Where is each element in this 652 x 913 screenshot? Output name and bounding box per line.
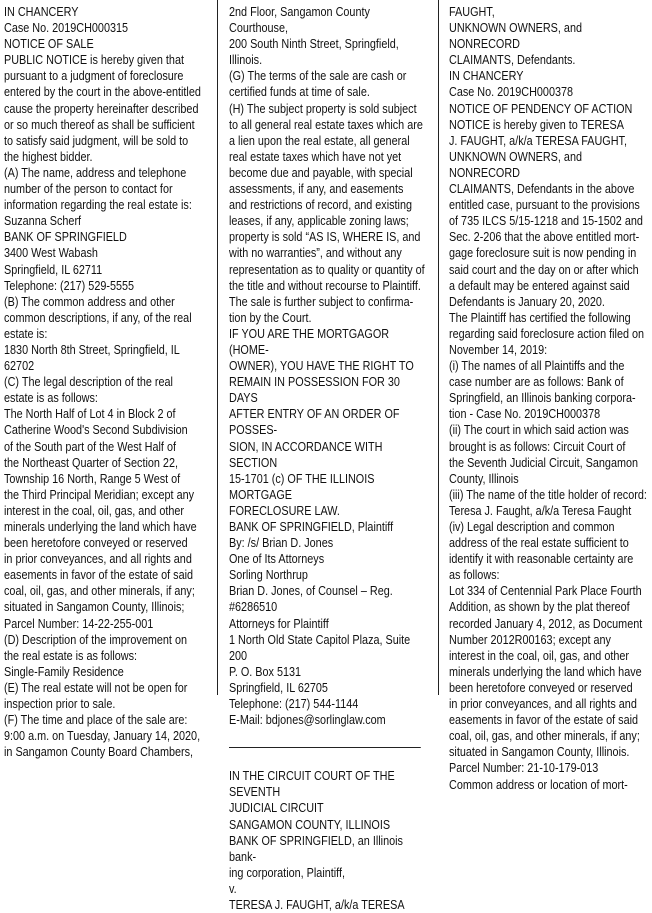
text-line: IN CHANCERY (449, 69, 524, 84)
column-3-notice-of-pendency (449, 4, 652, 792)
text-line: minerals underlying the land which have (4, 520, 197, 534)
column-1-notice-of-sale (4, 4, 204, 760)
text-line: IN CHANCERY (4, 5, 79, 19)
text-line: in Sangamon County Board Chambers, (4, 745, 194, 760)
text-line: Single-Family Residence (4, 664, 124, 679)
text-line: UNKNOWN OWNERS, and NONRECORD (449, 149, 583, 180)
text-line: been heretofore conveyed or reserved (449, 680, 633, 695)
text-line: TERESA J. FAUGHT, a/k/a TERESA (229, 897, 405, 912)
text-line: (iii) The name of the title holder of record: (449, 487, 647, 502)
text-line: the Seventh Judicial Circuit, Sangamon (449, 455, 639, 470)
text-line: Lot 334 of Centennial Park Place Fourth (449, 584, 642, 599)
text-line: property is sold “AS IS, WHERE IS, and (229, 230, 421, 245)
text-line: 9:00 a.m. on Tuesday, January 14, 2020, (4, 729, 201, 744)
text-line: 1 North Old State Capitol Plaza, Suite 200 (229, 632, 411, 663)
text-line: entitled case, pursuant to the provisions (449, 198, 640, 213)
text-line: Teresa J. Faught, a/k/a Teresa Faught (449, 503, 632, 518)
text-line: BANK OF SPRINGFIELD, Plaintiff (229, 520, 394, 534)
text-line: FORECLOSURE LAW. (229, 503, 340, 518)
text-line: in prior conveyances, and all rights and (449, 697, 637, 712)
text-line: CLAIMANTS, Defendants. (449, 53, 576, 68)
text-line: IF YOU ARE THE MORTGAGOR (HOME- (229, 326, 390, 357)
text-line: Illinois. (229, 53, 263, 68)
column-divider-1 (217, 0, 218, 695)
text-line: brought is as follows: Circuit Court of (449, 439, 626, 454)
text-line: Case No. 2019CH000315 (4, 21, 129, 36)
text-line: Telephone: (217) 544-1144 (229, 697, 359, 712)
text-line: By: /s/ Brian D. Jones (229, 536, 334, 551)
text-line: (H) The subject property is sold subject (229, 101, 417, 116)
text-line: interest in the coal, oil, gas, and other (449, 648, 630, 663)
text-line: assessments, if any, and easements (229, 182, 404, 197)
text-line: The North Half of Lot 4 in Block 2 of (4, 407, 176, 422)
text-line: to all general real estate taxes which are (229, 117, 423, 132)
text-line: Addition, as shown by the plat thereof (449, 600, 630, 615)
text-line: OWNER), YOU HAVE THE RIGHT TO (229, 359, 414, 374)
text-line: minerals underlying the land which have (449, 664, 642, 679)
text-line: BANK OF SPRINGFIELD (4, 230, 127, 245)
text-line: 15-1701 (c) OF THE ILLINOIS MORTGAGE (229, 471, 375, 502)
text-line: to satisfy said judgment, will be sold to (4, 133, 189, 148)
notice-separator-rule (229, 747, 421, 748)
text-line: Township 16 North, Range 5 West of (4, 471, 181, 486)
text-line: UNKNOWN OWNERS, and NONRECORD (449, 21, 583, 52)
text-line: (i) The names of all Plaintiffs and the (449, 359, 625, 374)
text-line: #6286510 (229, 600, 278, 615)
text-line: common descriptions, if any, of the real (4, 310, 192, 325)
text-line: Springfield, IL 62711 (4, 262, 103, 277)
text-line: REMAIN IN POSSESSION FOR 30 DAYS (229, 375, 400, 406)
text-line: gage foreclosure suit is now pending in (449, 246, 637, 261)
text-line: inspection prior to sale. (4, 697, 116, 712)
text-line: and restrictions of record, and existing (229, 198, 413, 213)
text-line: certified funds at time of sale. (229, 85, 370, 100)
text-line: 2nd Floor, Sangamon County Courthouse, (229, 5, 370, 36)
text-line: J. FAUGHT, a/k/a TERESA FAUGHT, (449, 133, 627, 148)
text-line: as follows: (449, 568, 500, 583)
text-line: information regarding the real estate is: (4, 198, 192, 213)
text-line: said court and the day on or after which (449, 262, 639, 277)
text-line: estate is: (4, 326, 48, 341)
text-line: Parcel Number: 21-10-179-013 (449, 761, 599, 776)
text-line: (B) The common address and other (4, 294, 175, 309)
text-line: (iv) Legal description and common (449, 520, 615, 534)
text-line: real estate taxes which have not yet (229, 149, 402, 164)
column-divider-2 (438, 0, 439, 695)
text-line: 3400 West Wabash (4, 246, 98, 261)
text-line: recorded January 4, 2012, as Document (449, 616, 643, 631)
text-line: coal, oil, gas, and other minerals, if any; (449, 729, 640, 744)
text-line: E-Mail: bdjones@sorlinglaw.com (229, 713, 386, 728)
text-line: 200 South Ninth Street, Springfield, (229, 37, 399, 52)
text-line: Attorneys for Plaintiff (229, 616, 329, 631)
text-line: the real estate is as follows: (4, 648, 138, 663)
text-line: Catherine Wood's Second Subdivision (4, 423, 188, 438)
text-line: of 735 ILCS 5/15-1218 and 15-1502 and (449, 214, 643, 229)
notice-of-sale-continued (229, 4, 429, 728)
text-line: Defendants is January 20, 2020. (449, 294, 605, 309)
text-line: 1830 North 8th Street, Springfield, IL (4, 342, 180, 357)
text-line: The sale is further subject to confirma- (229, 294, 414, 309)
text-line: tion - Case No. 2019CH000378 (449, 407, 601, 422)
text-line: Sorling Northrup (229, 568, 308, 583)
text-line: 62702 (4, 359, 35, 374)
text-line: (A) The name, address and telephone (4, 165, 187, 180)
text-line: estate is as follows: (4, 391, 98, 406)
text-line: (D) Description of the improvement on (4, 632, 187, 647)
text-line: the title and without recourse to Plaintiff. (229, 278, 421, 293)
text-line: representation as to quality or quantity of (229, 262, 425, 277)
text-line: the Northeast Quarter of Section 22, (4, 455, 178, 470)
text-line: JUDICIAL CIRCUIT (229, 801, 324, 816)
text-line: Springfield, an Illinois banking corpora- (449, 391, 636, 406)
text-line: Common address or location of mort- (449, 777, 628, 792)
text-line: regarding said foreclosure action filed on (449, 326, 645, 341)
text-line: situated in Sangamon County, Illinois. (449, 745, 630, 760)
text-line: pursuant to a judgment of foreclosure (4, 69, 184, 84)
text-line: P. O. Box 5131 (229, 664, 302, 679)
text-line: NOTICE OF PENDENCY OF ACTION (449, 101, 633, 116)
text-line: a lien upon the real estate, all general (229, 133, 410, 148)
text-line: coal, oil, gas, and other minerals, if any; (4, 584, 195, 599)
pendency-notice-caption (229, 768, 429, 913)
text-line: (C) The legal description of the real (4, 375, 173, 390)
text-line: NOTICE OF SALE (4, 37, 94, 52)
text-line: Case No. 2019CH000378 (449, 85, 574, 100)
text-line: Brian D. Jones, of Counsel – Reg. (229, 584, 393, 599)
text-line: v. (229, 881, 237, 896)
text-line: number of the person to contact for (4, 182, 173, 197)
text-line: identify it with reasonable certainty are (449, 552, 634, 567)
text-line: tion by the Court. (229, 310, 312, 325)
text-line: (G) The terms of the sale are cash or (229, 69, 407, 84)
text-line: Suzanna Scherf (4, 214, 82, 229)
text-line: in prior conveyances, and all rights and (4, 552, 192, 567)
text-line: PUBLIC NOTICE is hereby given that (4, 53, 184, 68)
text-line: CLAIMANTS, Defendants in the above (449, 182, 635, 197)
text-line: interest in the coal, oil, gas, and other (4, 503, 185, 518)
text-line: One of Its Attorneys (229, 552, 325, 567)
text-line: SION, IN ACCORDANCE WITH SECTION (229, 439, 383, 470)
text-line: SANGAMON COUNTY, ILLINOIS (229, 817, 391, 832)
text-line: The Plaintiff has certified the following (449, 310, 631, 325)
text-line: entered by the court in the above-entitled (4, 85, 201, 100)
text-line: Telephone: (217) 529-5555 (4, 278, 135, 293)
text-line: been heretofore conveyed or reserved (4, 536, 188, 551)
text-line: case number are as follows: Bank of (449, 375, 624, 390)
text-line: NOTICE is hereby given to TERESA (449, 117, 624, 132)
text-line: Number 2012R00163; except any (449, 632, 611, 647)
text-line: become due and payable, with special (229, 165, 413, 180)
text-line: County, Illinois (449, 471, 519, 486)
text-line: leases, if any, applicable zoning laws; (229, 214, 409, 229)
text-line: easements in favor of the estate of said (449, 713, 639, 728)
text-line: ing corporation, Plaintiff, (229, 865, 346, 880)
text-line: or so much thereof as shall be sufficient (4, 117, 195, 132)
text-line: situated in Sangamon County, Illinois; (4, 600, 185, 615)
text-line: Springfield, IL 62705 (229, 680, 328, 695)
text-line: the Third Principal Meridian; except any (4, 487, 195, 502)
text-line: AFTER ENTRY OF AN ORDER OF POSSES- (229, 407, 400, 438)
text-line: November 14, 2019: (449, 342, 548, 357)
text-line: easements in favor of the estate of said (4, 568, 194, 583)
text-line: FAUGHT, (449, 5, 495, 19)
text-line: a default may be entered against said (449, 278, 630, 293)
text-line: (F) The time and place of the sale are: (4, 713, 188, 728)
text-line: Sec. 2-206 that the above entitled mort- (449, 230, 640, 245)
text-line: BANK OF SPRINGFIELD, an Illinois bank- (229, 833, 403, 864)
text-line: cause the property hereinafter described (4, 101, 199, 116)
text-line: (ii) The court in which said action was (449, 423, 629, 438)
text-line: IN THE CIRCUIT COURT OF THE SEVENTH (229, 769, 395, 800)
text-line: Parcel Number: 14-22-255-001 (4, 616, 154, 631)
text-line: (E) The real estate will not be open for (4, 680, 188, 695)
text-line: of the South part of the West Half of (4, 439, 176, 454)
text-line: with no warranties”, and without any (229, 246, 402, 261)
text-line: the highest bidder. (4, 149, 93, 164)
column-2 (229, 4, 429, 912)
text-line: address of the real estate sufficient to (449, 536, 629, 551)
